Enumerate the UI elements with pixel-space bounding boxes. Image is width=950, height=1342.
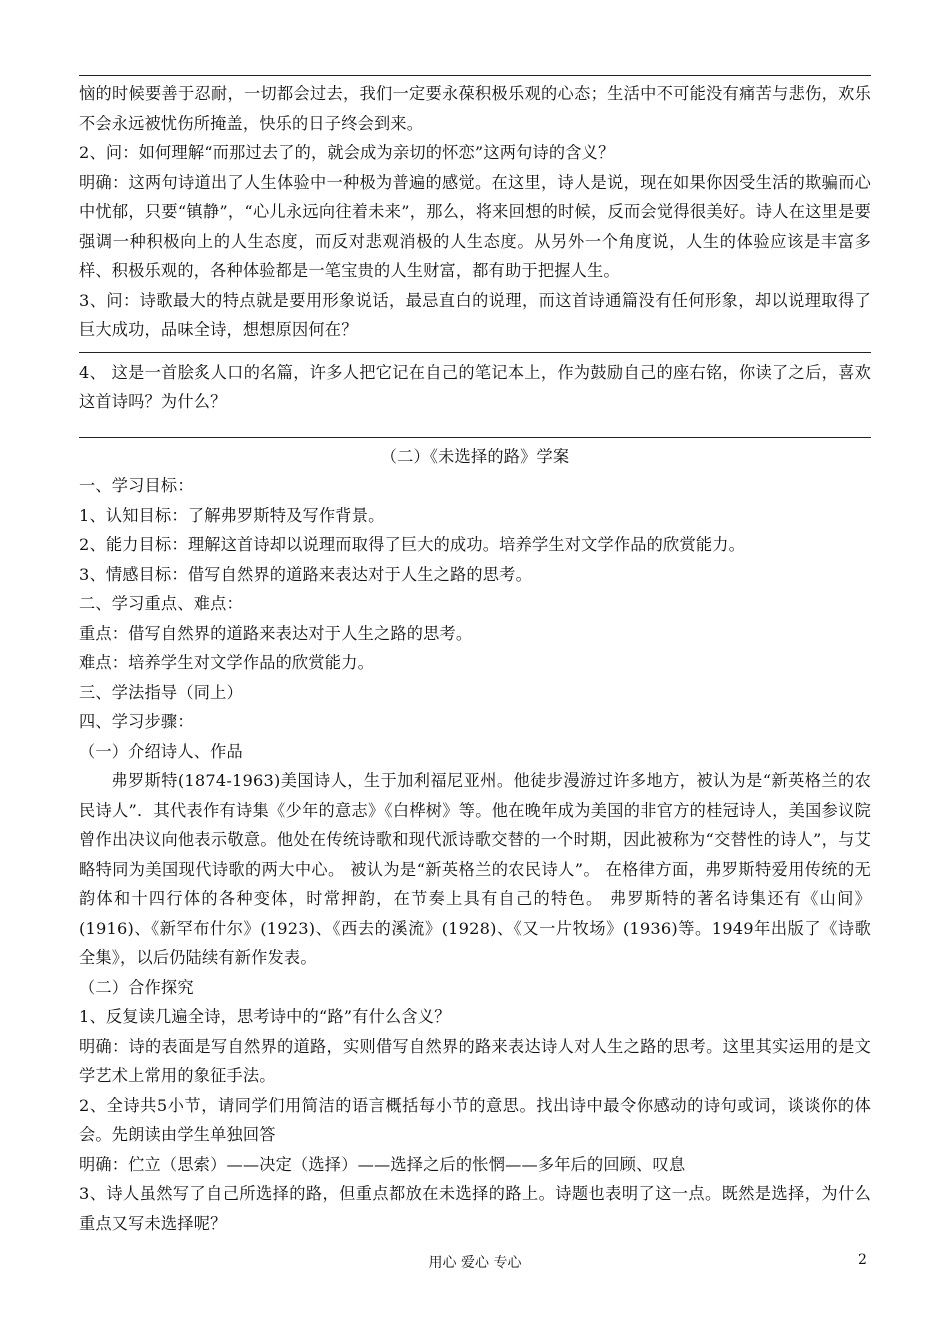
goal-item: 2、能力目标：理解这首诗却以说理而取得了巨大的成功。培养学生对文学作品的欣赏能力。 <box>79 535 745 554</box>
divider-line <box>79 75 871 76</box>
answer-line <box>79 437 871 438</box>
question-item: 3、诗人虽然写了自己所选择的路，但重点都放在未选择的路上。诗题也表明了这一点。既然是选择，为什么重点又写未选择呢？ <box>79 1184 871 1233</box>
question-3: 3、问：诗歌最大的特点就是要用形象说话，最忌直白的说理，而这首诗通篇没有任何形象，却以说理取得了巨大成功，品味全诗，想想原因何在？ <box>79 290 871 339</box>
question-item: 1、反复读几遍全诗，思考诗中的“路”有什么含义？ <box>79 1007 451 1026</box>
answer-line <box>79 352 871 353</box>
goals-heading: 一、学习目标： <box>79 476 194 495</box>
steps-heading: 四、学习步骤： <box>79 712 194 731</box>
question-4: 4、 这是一首脍炙人口的名篇，许多人把它记在自己的笔记本上，作为鼓励自己的座右铭，你读了之后，喜欢这首诗吗？为什么？ <box>79 362 871 411</box>
question-2: 2、问：如何理解“而那过去了的，就会成为亲切的怀恋”这两句诗的含义？ <box>79 143 615 162</box>
focus-heading: 二、学习重点、难点： <box>79 594 243 613</box>
subheading: （一）介绍诗人、作品 <box>79 741 243 761</box>
answer-item: 明确：伫立（思索）——决定（选择）——选择之后的怅惘——多年后的回顾、叹息 <box>79 1154 686 1174</box>
answer-space <box>79 417 871 437</box>
goal-item: 1、认知目标：了解弗罗斯特及写作背景。 <box>79 505 385 525</box>
answer-space <box>79 345 871 352</box>
paragraph: 恼的时候要善于忍耐，一切都会过去，我们一定要永葆积极乐观的心态；生活中不可能没有痛苦与悲伤，欢乐不会永远被忧伤所掩盖，快乐的日子终会到来。 <box>79 84 871 133</box>
focus-text: 重点：借写自然界的道路来表达对于人生之路的思考。 <box>79 623 473 643</box>
document-page <box>79 0 871 1238</box>
goal-item: 3、情感目标：借写自然界的道路来表达对于人生之路的思考。 <box>79 564 532 584</box>
subheading: （二）合作探究 <box>79 977 194 997</box>
section-title: （二）《未选择的路》学案 <box>380 446 570 466</box>
poet-intro: 弗罗斯特(1874-1963)美国诗人，生于加利福尼亚州。他徒步漫游过许多地方，被认为是“新英格兰的农民诗人”．其代表作有诗集《少年的意志》《白桦树》等。他在晚年成为美国的非官方的桂冠诗人，美国参议院曾作出决议向他表示敬意。他处在传统诗歌和现代派诗歌交替的一个时期，因此被称为“交替性的诗人”，与艾略特同为美国现代诗歌的两大中心。 被认为是“新英格兰的农民诗人”。 在格律方面，弗罗斯特爱用传统的无韵体和十四行体的各种变体，时常押韵，在节奏上具有自己的特色。 弗罗斯特的著名诗集还有《山间》(1916)、《新罕布什尔》(1923)、《西去的溪流》(1928)、《又一片牧场》(1936)等。1949年出版了《诗歌全集》，以后仍陆续有新作发表。 <box>79 771 871 967</box>
footer-motto: 用心 爱心 专心 <box>428 1255 522 1271</box>
answer-2: 明确：这两句诗道出了人生体验中一种极为普遍的感觉。在这里，诗人是说，现在如果你因受生活的欺骗而心中忧郁，只要“镇静”，“心儿永远向往着未来”，那么，将来回想的时候，反而会觉得很美好。诗人在这里是要强调一种积极向上的人生态度，而反对悲观消极的人生态度。从另外一个角度说，人生的体验应该是丰富多样、积极乐观的，各种体验都是一笔宝贵的人生财富，都有助于把握人生。 <box>79 172 871 280</box>
method-heading: 三、学法指导（同上） <box>79 682 243 702</box>
difficulty-text: 难点：培养学生对文学作品的欣赏能力。 <box>79 653 374 672</box>
page-number: 2 <box>858 1252 867 1268</box>
answer-item: 明确：诗的表面是写自然界的道路，实则借写自然界的路来表达诗人对人生之路的思考。这里其实运用的是文学艺术上常用的象征手法。 <box>79 1036 871 1085</box>
question-item: 2、全诗共5小节，请同学们用简洁的语言概括每小节的意思。找出诗中最令你感动的诗句或词，谈谈你的体会。先朗读由学生单独回答 <box>79 1095 871 1144</box>
